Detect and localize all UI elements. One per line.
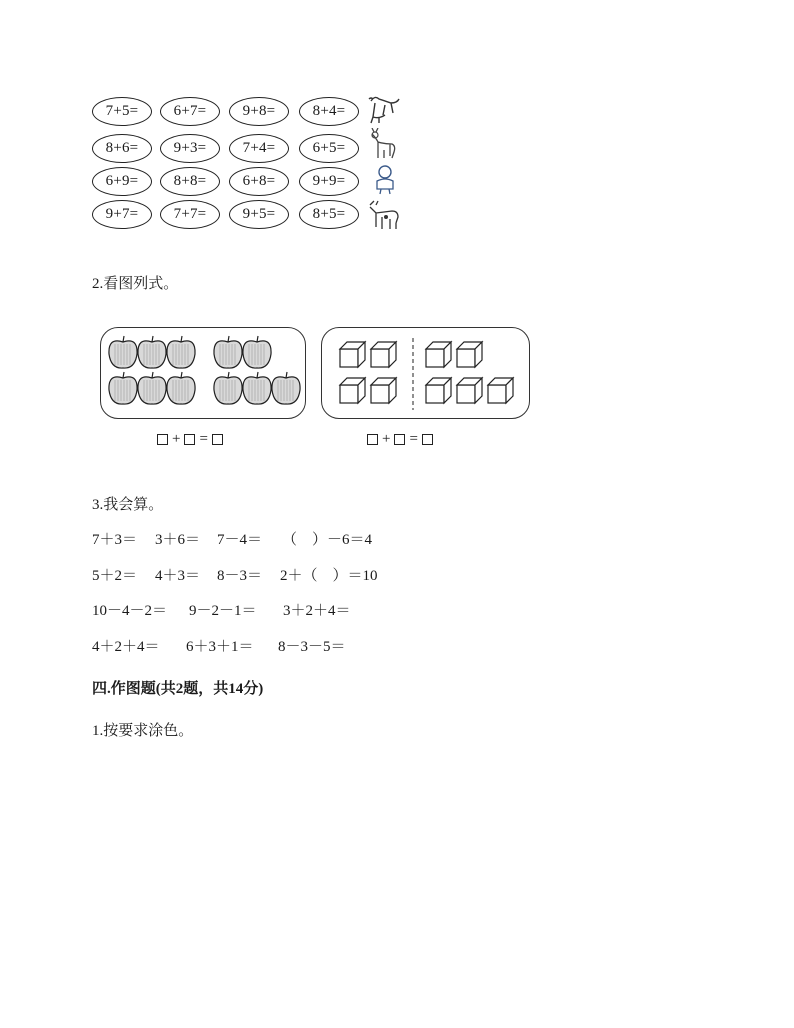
- part-4-heading: 四.作图题(共2题，共14分): [92, 681, 264, 697]
- calc-problem: 10－4－2＝: [92, 603, 168, 619]
- oval-problem: 6+7=: [160, 97, 220, 126]
- apple-icon: [167, 336, 195, 368]
- apples-picture: [100, 327, 306, 419]
- oval-problem: 7+7=: [160, 200, 220, 229]
- calc-problem: 4＋2＋4＝: [92, 639, 160, 655]
- oval-problem: 7+5=: [92, 97, 152, 126]
- calc-row: [92, 528, 492, 548]
- calc-problem: 4＋3＝: [155, 568, 201, 584]
- section-2-title: 2.看图列式。: [92, 276, 179, 292]
- oval-problem: 8+6=: [92, 134, 152, 163]
- cube-icon: [371, 378, 396, 403]
- answer-box[interactable]: [212, 434, 223, 445]
- oval-problem: 8+4=: [299, 97, 359, 126]
- apple-icon: [214, 372, 242, 404]
- calc-row: [92, 564, 492, 584]
- calc-problem: 3＋2＋4＝: [283, 603, 351, 619]
- cube-icon: [340, 342, 365, 367]
- answer-box[interactable]: [422, 434, 433, 445]
- apples-equation: [157, 431, 223, 448]
- cube-icon: [426, 378, 451, 403]
- calc-row: [92, 599, 492, 619]
- apple-icon: [243, 372, 271, 404]
- calc-row: [92, 635, 492, 655]
- cube-icon: [371, 342, 396, 367]
- cube-icon: [457, 342, 482, 367]
- item-1-title: 1.按要求涂色。: [92, 723, 194, 739]
- apple-icon: [243, 336, 271, 368]
- answer-box[interactable]: [184, 434, 195, 445]
- apple-icon: [109, 372, 137, 404]
- apple-icon: [214, 336, 242, 368]
- cow-icon: [366, 199, 402, 231]
- cubes-picture: [321, 327, 530, 419]
- oval-problem: 6+9=: [92, 167, 152, 196]
- apple-icon: [272, 372, 300, 404]
- equals-sign: =: [409, 431, 418, 447]
- plus-sign: +: [172, 431, 181, 447]
- calc-problem: 6＋3＋1＝: [186, 639, 254, 655]
- cubes-illustration: [322, 328, 531, 420]
- cube-icon: [457, 378, 482, 403]
- oval-problem: 6+8=: [229, 167, 289, 196]
- oval-problem: 9+3=: [160, 134, 220, 163]
- calc-problem: 5＋2＝: [92, 568, 138, 584]
- apple-icon: [138, 372, 166, 404]
- oval-problem: 9+8=: [229, 97, 289, 126]
- answer-box[interactable]: [367, 434, 378, 445]
- apple-icon: [167, 372, 195, 404]
- deer-icon: [366, 128, 402, 160]
- oval-problem: 8+5=: [299, 200, 359, 229]
- oval-problem: 9+5=: [229, 200, 289, 229]
- calc-problem: 8－3＝: [217, 568, 263, 584]
- oval-problem: 6+5=: [299, 134, 359, 163]
- answer-box[interactable]: [157, 434, 168, 445]
- apple-icon: [109, 336, 137, 368]
- calc-problem: 3＋6＝: [155, 532, 201, 548]
- child-icon: [367, 163, 403, 195]
- calc-problem: 7－4＝: [217, 532, 263, 548]
- section-3-title: 3.我会算。: [92, 497, 164, 513]
- apples-illustration: [101, 328, 307, 420]
- cubes-equation: [367, 431, 433, 448]
- cube-icon: [488, 378, 513, 403]
- oval-problem: 8+8=: [160, 167, 220, 196]
- oval-problem: 9+7=: [92, 200, 152, 229]
- horse-icon: [365, 93, 401, 125]
- calc-problem: 8－3－5＝: [278, 639, 346, 655]
- answer-box[interactable]: [394, 434, 405, 445]
- equals-sign: =: [199, 431, 208, 447]
- oval-problem: 7+4=: [229, 134, 289, 163]
- oval-problem: 9+9=: [299, 167, 359, 196]
- cube-icon: [340, 378, 365, 403]
- plus-sign: +: [382, 431, 391, 447]
- cube-icon: [426, 342, 451, 367]
- calc-problem: 2＋（ ）＝10: [280, 568, 378, 584]
- apple-icon: [138, 336, 166, 368]
- calc-problem: 9－2－1＝: [189, 603, 257, 619]
- calc-problem: 7＋3＝: [92, 532, 138, 548]
- calc-problem: （ ）－6＝4: [282, 532, 373, 548]
